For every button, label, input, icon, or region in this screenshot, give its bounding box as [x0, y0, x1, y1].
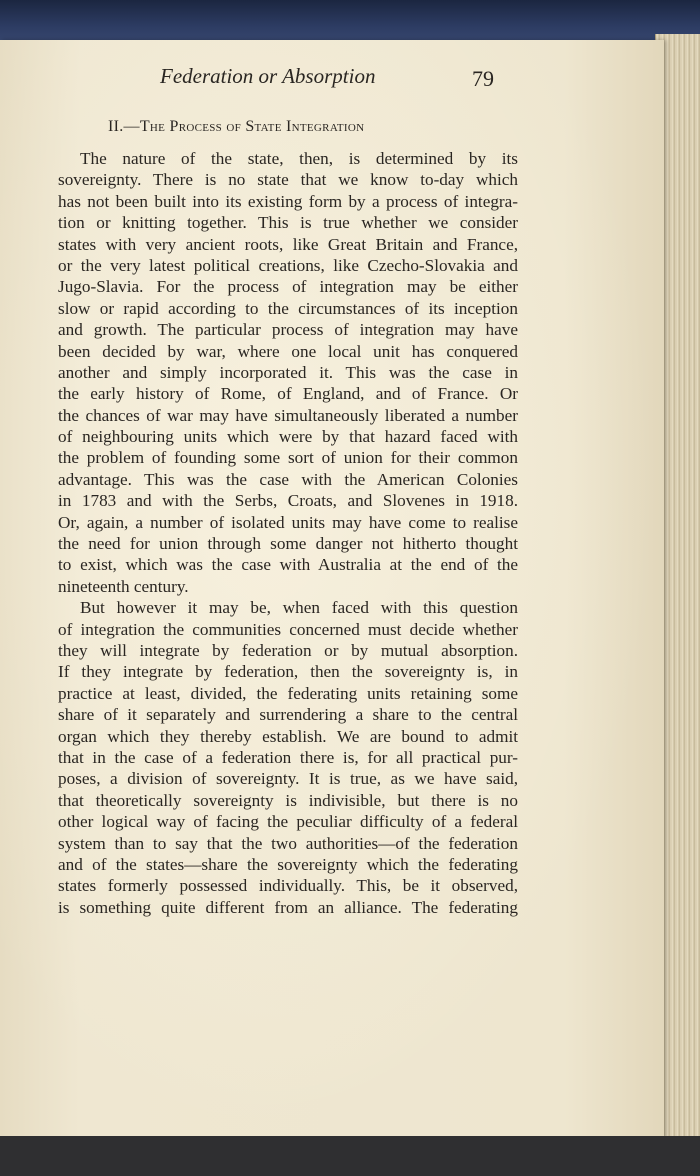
page-number: 79: [472, 66, 494, 91]
text-line: has not been built into its existing form by a process of integra-: [58, 191, 518, 211]
text-line: that in the case of a federation there is, for all practical pur-: [58, 747, 518, 767]
paragraph: [58, 597, 518, 918]
text-line: slow or rapid according to the circumstances of its inception: [58, 298, 518, 318]
text-line: or the very latest political creations, like Czecho-Slovakia and: [58, 255, 518, 275]
text-line: nineteenth century.: [58, 576, 189, 596]
text-line: in 1783 and with the Serbs, Croats, and Slovenes in 1918.: [58, 491, 518, 511]
text-line: the early history of Rome, of England, and of France. Or: [58, 384, 518, 404]
text-line: sovereignty. There is no state that we know to-day which: [58, 170, 518, 190]
text-line: advantage. This was the case with the American Colonies: [58, 469, 518, 489]
text-line: been decided by war, where one local unit has conquered: [58, 341, 518, 361]
text-line: states with very ancient roots, like Great Britain and France,: [58, 234, 518, 254]
section-heading: II.—The Process of State Integration: [108, 118, 365, 135]
body-text: [58, 148, 518, 918]
text-line: the chances of war may have simultaneously liberated a number: [58, 405, 518, 425]
text-line: share of it separately and surrendering a share to the central: [58, 705, 518, 725]
text-line: organ which they thereby establish. We are bound to admit: [58, 726, 518, 746]
running-head: [0, 64, 664, 100]
text-line: to exist, which was the case with Australia at the end of the: [58, 555, 518, 575]
text-line: The nature of the state, then, is determined by its: [80, 149, 518, 168]
text-line: If they integrate by federation, then the sovereignty is, in: [58, 662, 518, 682]
text-line: tion or knitting together. This is true whether we consider: [58, 213, 518, 233]
text-line: Or, again, a number of isolated units may have come to realise: [58, 512, 518, 532]
text-line: of integration the communities concerned must decide whether: [58, 619, 518, 639]
text-line: and growth. The particular process of integration may have: [58, 320, 518, 340]
text-line: the need for union through some danger not hitherto thought: [58, 534, 518, 554]
text-line: they will integrate by federation or by mutual absorption.: [58, 640, 518, 660]
text-line: another and simply incorporated it. This was the case in: [58, 362, 518, 382]
text-line: that theoretically sovereignty is indivisible, but there is no: [58, 790, 518, 810]
running-head-title: Federation or Absorption: [160, 64, 376, 88]
text-line: states formerly possessed individually. This, be it observed,: [58, 876, 518, 896]
text-line: of neighbouring units which were by that hazard faced with: [58, 427, 518, 447]
text-line: system than to say that the two authorities—of the federation: [58, 833, 518, 853]
text-line: the problem of founding some sort of union for their common: [58, 448, 518, 468]
text-line: other logical way of facing the peculiar difficulty of a federal: [58, 812, 518, 832]
text-line: and of the states—share the sovereignty which the federating: [58, 854, 518, 874]
text-line: practice at least, divided, the federating units retaining some: [58, 683, 518, 703]
text-line: is something quite different from an alliance. The federating: [58, 897, 518, 917]
background-surface: [0, 1136, 700, 1176]
text-line: But however it may be, when faced with this question: [80, 598, 518, 618]
text-line: Jugo-Slavia. For the process of integration may be either: [58, 277, 518, 297]
text-line: poses, a division of sovereignty. It is true, as we have said,: [58, 769, 518, 789]
paragraph: [58, 148, 518, 597]
